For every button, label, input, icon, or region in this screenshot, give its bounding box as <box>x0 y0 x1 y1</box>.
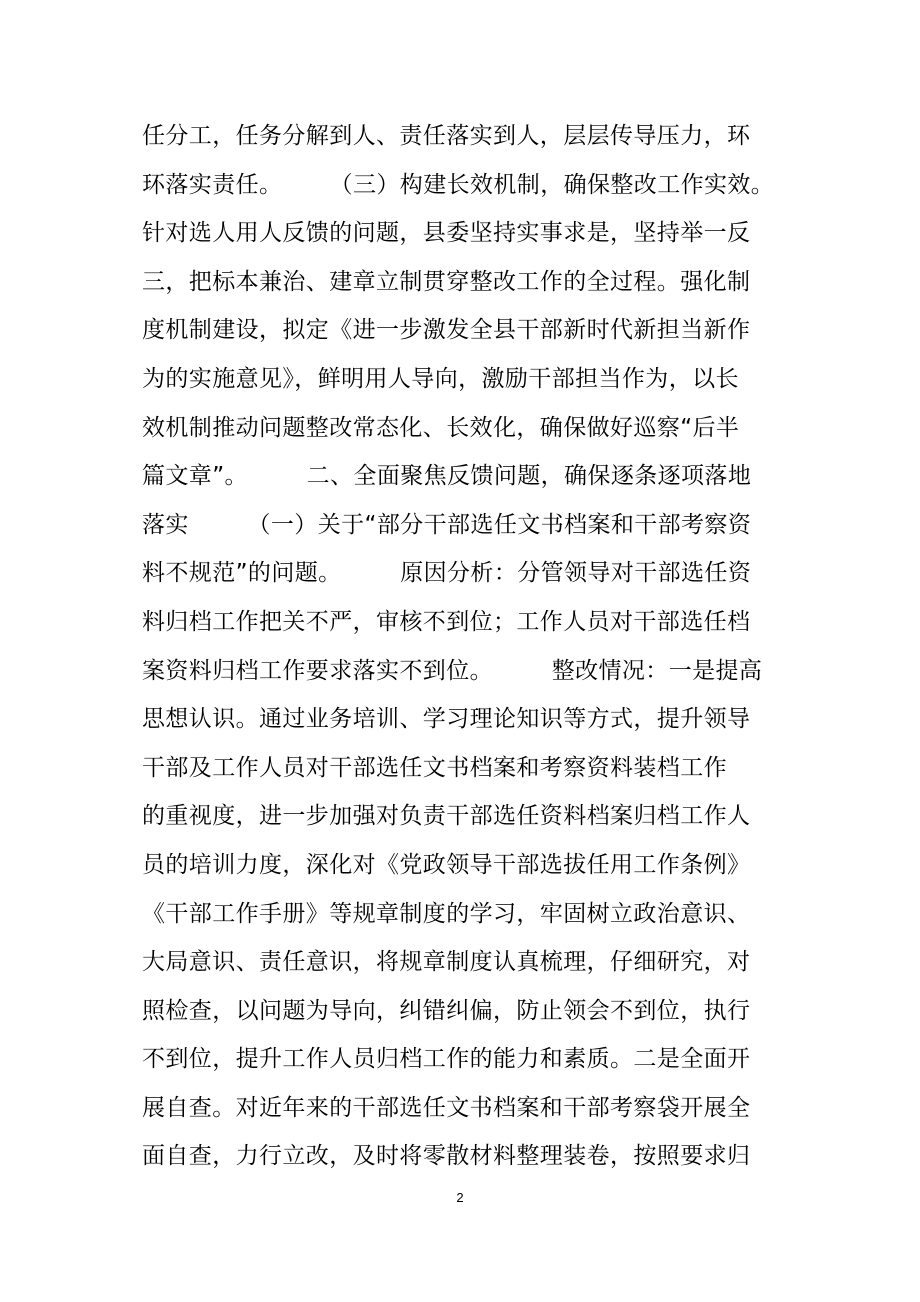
text-line: 环落实责任。 （三）构建长效机制，确保整改工作实效。 <box>142 171 775 198</box>
text-line: 针对选人用人反馈的问题，县委坚持实事求是，坚持举一反 <box>142 220 751 247</box>
text-line: 不到位，提升工作人员归档工作的能力和素质。二是全面开 <box>142 1046 751 1073</box>
text-line: 案资料归档工作要求落实不到位。 整改情况：一是提高 <box>142 657 763 684</box>
text-line: 照检查，以问题为导向，纠错纠偏，防止领会不到位，执行 <box>142 997 751 1024</box>
text-line: 的重视度，进一步加强对负责干部选任资料档案归档工作人 <box>142 803 751 830</box>
text-line: 展自查。对近年来的干部选任文书档案和干部考察袋开展全 <box>142 1094 751 1121</box>
text-line: 大局意识、责任意识，将规章制度认真梳理，仔细研究，对 <box>142 949 751 976</box>
text-line: 干部及工作人员对干部选任文书档案和考察资料装档工作 <box>142 754 727 781</box>
text-line: 为的实施意见》，鲜明用人导向，激励干部担当作为，以长 <box>142 365 739 392</box>
text-line: 任分工，任务分解到人、责任落实到人，层层传导压力，环 <box>142 123 751 149</box>
text-line: 料归档工作把关不严，审核不到位；工作人员对干部选任档 <box>142 608 751 635</box>
page-number: 2 <box>456 1190 464 1205</box>
text-line: 度机制建设，拟定《进一步激发全县干部新时代新担当新作 <box>142 317 751 344</box>
text-line: 员的培训力度，深化对《党政领导干部选拔任用工作条例》 <box>142 851 751 878</box>
body-text <box>142 112 842 1181</box>
text-line: 思想认识。通过业务培训、学习理论知识等方式，提升领导 <box>142 706 751 733</box>
text-line: 《干部工作手册》等规章制度的学习，牢固树立政治意识、 <box>142 900 751 927</box>
text-line: 效机制推动问题整改常态化、长效化，确保做好巡察“后半 <box>142 414 740 441</box>
text-line: 落实 （一）关于“部分干部选任文书档案和干部考察资 <box>142 511 752 538</box>
text-line: 篇文章”。 二、全面聚焦反馈问题，确保逐条逐项落地 <box>142 463 752 490</box>
text-line: 料不规范”的问题。 原因分析：分管领导对干部选任资 <box>142 560 752 587</box>
text-line: 面自查，力行立改，及时将零散材料整理装卷，按照要求归 <box>142 1143 751 1170</box>
text-line: 三，把标本兼治、建章立制贯穿整改工作的全过程。强化制 <box>142 268 751 295</box>
